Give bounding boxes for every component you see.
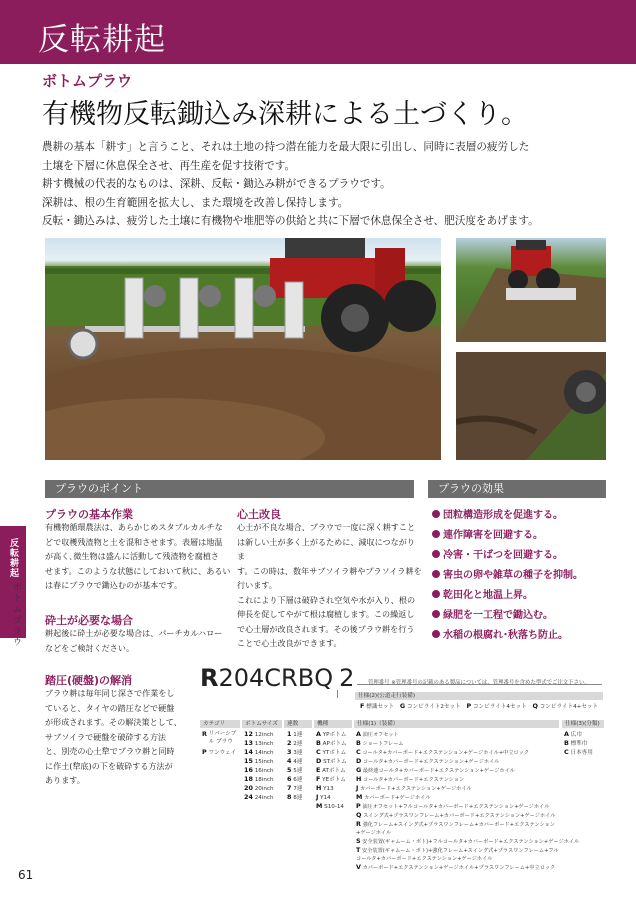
spec1-label: 最終連コールタ+カバーボード+エクステンション+ゲージホイル	[362, 768, 515, 774]
intro-line: 深耕は、根の生育範囲を拡大し、また環境を改善し保持します。	[42, 196, 349, 209]
count-label: 3連	[293, 750, 303, 756]
effect-text: 緑肥を一工程で鋤込む。	[443, 610, 553, 621]
spec1-label: コールタ+カバーボード+エクステンション	[363, 777, 465, 783]
point-line: が高く､微生物は盛んに活動して残渣物を腐植さ	[45, 551, 220, 561]
spec1-label: カバーボード+ゲージホイル	[364, 795, 431, 801]
count-list	[287, 730, 302, 802]
count-code: 7	[287, 784, 292, 792]
category-label: ワンウェイ	[208, 750, 237, 756]
spec2-label: 標識セット	[366, 704, 395, 710]
spec1-code: G	[356, 766, 362, 774]
spec2-code: P	[466, 702, 472, 710]
model-body: 204CRBQ	[218, 664, 334, 692]
spec1-code: V	[356, 863, 361, 871]
management-note: 管理番号 ※管理番号の記載のある製品については、管理番号を含めた型式でご注文下さい。	[368, 680, 590, 686]
effect-item	[432, 506, 563, 521]
page-number: 61	[18, 868, 34, 882]
col-header-model: 機種	[314, 720, 352, 728]
point-line: す。この時は、数年サブソイラ耕やプラソイラ耕を	[237, 565, 422, 576]
model-code: F	[316, 775, 321, 783]
count-label: 6連	[293, 777, 303, 783]
count-code: 5	[287, 766, 292, 774]
point-line: が形成されます。その解決策として、	[45, 717, 182, 727]
effect-item	[432, 606, 553, 621]
model-code: J	[316, 793, 319, 801]
model-code: E	[316, 766, 321, 774]
size-code: 14	[244, 748, 253, 756]
spec1-code: T	[356, 846, 361, 854]
spec1-code: P	[356, 802, 361, 810]
bullet-icon	[432, 590, 440, 598]
point-text	[45, 626, 235, 655]
spec2-label: コンビライト4+セット	[539, 704, 599, 710]
model-label: YEボトム	[322, 777, 346, 783]
point-line: に作土(犂底)の下を破砕する方法が	[45, 760, 173, 771]
model-suffix: 2	[339, 664, 355, 692]
spec1-code: J	[356, 784, 359, 792]
point-text	[237, 520, 422, 651]
spec1-label: カバーボード+エクステンション+ゲージホイル	[360, 786, 472, 792]
spec2-code: F	[360, 702, 365, 710]
point-line: サブソイラで硬盤を破砕する方法	[45, 731, 167, 742]
size-label: 20inch	[254, 786, 274, 792]
category-label: リバーシブル プラウ	[208, 731, 237, 745]
point-line: プラウ耕は毎年同じ深さで作業をし	[45, 688, 175, 698]
model-label: Y14	[320, 795, 331, 801]
count-label: 4連	[293, 759, 303, 765]
model-label: Y13	[323, 786, 334, 792]
spec1-label: 強化フレーム+スイング式+プラスワンフレーム+カバーボード+エクステンション+ゲージホイル	[356, 822, 555, 836]
model-code: H	[316, 784, 322, 792]
bullet-icon	[432, 630, 440, 638]
point-line: は春にプラウで鋤込むのが基本です。	[45, 580, 182, 590]
effect-item	[432, 546, 563, 561]
size-code: 13	[244, 739, 253, 747]
model-label: YPボトム	[322, 732, 347, 738]
size-label: 12inch	[254, 732, 274, 738]
size-code: 12	[244, 730, 253, 738]
tractor-plough-photo	[45, 238, 441, 460]
plough-soil-illustration	[456, 352, 606, 460]
spec2-options	[360, 702, 598, 711]
point-line: 行います。	[237, 580, 277, 590]
effect-text: 連作障害を回避する。	[443, 530, 543, 541]
subtitle: ボトムプラウ	[42, 72, 133, 90]
point-line: 耕起後に砕土が必要な場合は、パーチカルハロー	[45, 628, 223, 638]
spec3-label: 広巾	[570, 732, 582, 738]
model-label: S10-14	[324, 804, 344, 810]
size-code: 20	[244, 784, 253, 792]
spec3-code: A	[564, 730, 569, 738]
model-code: D	[316, 757, 322, 765]
point-line: どで収穫残渣物と土を混和させます。表層は地温	[45, 536, 223, 547]
count-label: 2連	[293, 741, 303, 747]
page-title: 反転耕起	[38, 22, 166, 58]
tractor-field-illustration	[456, 238, 606, 342]
model-label: STボトム	[323, 759, 347, 765]
spec2-code: Q	[532, 702, 538, 710]
spec1-code: C	[356, 748, 361, 756]
point-title: 心土改良	[237, 508, 281, 521]
side-category-label: ボトムプラウ	[11, 582, 21, 648]
point-title: 砕土が必要な場合	[45, 614, 133, 627]
spec1-label: 油圧オフセット+フルコールタ+カバーボード+エクステンション+ゲージホイル	[362, 804, 550, 810]
spec1-code: Q	[356, 811, 362, 819]
intro-text	[42, 138, 602, 231]
count-label: 7連	[293, 786, 303, 792]
category-list	[202, 730, 237, 757]
point-line: と、別売の心土犂でプラウ耕と同時	[45, 746, 175, 756]
point-line: ことで心土改良ができます。	[237, 638, 342, 648]
spec3-list	[564, 730, 593, 757]
point-title: 踏圧(硬盤)の解消	[45, 674, 133, 687]
col-header-spec3: 仕様(3)(分類)	[562, 720, 604, 728]
side-tab-label: 反転耕起	[8, 538, 18, 578]
intro-line: 耕す機械の代表的なものは、深耕、反転・鋤込み耕ができるプラウです。	[42, 178, 391, 191]
spec1-code: H	[356, 775, 362, 783]
spec1-label: コールタ+カバーボード+エクステンション+ゲージホイル+中立ロック	[362, 750, 530, 756]
effect-item	[432, 586, 533, 601]
model-code: M	[316, 802, 323, 810]
point-line: あります。	[45, 775, 85, 785]
size-code: 24	[244, 793, 253, 801]
spec2-header: 仕様(2)(公道走行装備)	[355, 692, 603, 700]
spec2-label: コンビライト4セット	[472, 704, 527, 710]
spec1-code: M	[356, 793, 363, 801]
spec2-code: G	[399, 702, 406, 710]
point-line: 心土が不良な場合、プラウで一度に深く耕すこと	[237, 522, 416, 532]
headline: 有機物反転鋤込み深耕による土づくり。	[42, 99, 528, 130]
category-code: R	[202, 730, 207, 738]
spec1-label: 油圧オフセット	[362, 732, 399, 738]
spec1-code: D	[356, 757, 362, 765]
effect-text: 冷害・干ばつを回避する。	[443, 550, 563, 561]
header-bar	[0, 0, 636, 64]
intro-line: 土壌を下層に休息保全させ、再生産を促す技術です。	[42, 159, 296, 172]
effect-item	[432, 626, 568, 641]
count-code: 1	[287, 730, 292, 738]
spec1-label: コールタ+カバーボード+エクステンション+ゲージホイル	[362, 759, 500, 765]
effect-text: 水稲の根腐れ･秋落ち防止。	[443, 630, 568, 641]
model-list	[316, 730, 347, 811]
bullet-icon	[432, 570, 440, 578]
spec3-code: C	[564, 748, 569, 756]
spec1-label: カバーボード+エクステンション+ゲージホイル+プラスワンフレーム+中立ロック	[362, 865, 556, 871]
count-code: 8	[287, 793, 292, 801]
spec3-label: 日本専用	[570, 750, 593, 756]
spec1-code: B	[356, 739, 361, 747]
model-label: ATボトム	[322, 768, 346, 774]
count-label: 1連	[293, 732, 303, 738]
model-prefix: R	[200, 664, 219, 692]
bullet-icon	[432, 510, 440, 518]
point-line: これにより下層は破砕され空気や水が入り、根の	[237, 594, 416, 605]
point-line: 伸長を促してやがて根は腐植します。この繰返し	[237, 609, 415, 619]
col-header-count: 連数	[284, 720, 312, 728]
point-line: 有機物循環農法は、あらかじめスタブルカルチな	[45, 522, 223, 532]
point-line: で心土層が改良されます。その後プラウ耕を行う	[237, 623, 415, 634]
model-code	[200, 664, 354, 692]
intro-line: 反転・鋤込みは、疲労した土壌に有機物や堆肥等の供給と共に下層で休息保全させ、肥沃度をあげます。	[42, 215, 539, 228]
size-label: 16inch	[254, 768, 274, 774]
bullet-icon	[432, 610, 440, 618]
intro-line: 農耕の基本「耕す」と言うこと、それは土地の持つ潜在能力を最大限に引出し、同時に表層の疲労した	[42, 141, 530, 153]
spec1-label: スイング式+プラスワンフレーム+カバーボード+エクステンション+ゲージホイル	[363, 813, 556, 819]
point-line: ていると、タイヤの踏圧などで硬盤	[45, 702, 175, 713]
effect-item	[432, 526, 543, 541]
bullet-icon	[432, 550, 440, 558]
point-text	[45, 520, 235, 593]
size-code: 16	[244, 766, 253, 774]
spec3-label: 標準巾	[570, 741, 588, 747]
spec3-code: B	[564, 739, 569, 747]
effect-text: 害虫の卵や雑草の種子を抑制。	[443, 570, 583, 581]
size-list	[244, 730, 274, 802]
count-code: 6	[287, 775, 292, 783]
effect-item	[432, 566, 583, 581]
col-header-category: カテゴリ	[200, 720, 240, 728]
size-label: 13inch	[254, 741, 274, 747]
count-label: 8連	[293, 795, 303, 801]
size-label: 24inch	[254, 795, 274, 801]
bullet-icon	[432, 530, 440, 538]
tractor-plough-illustration	[45, 238, 441, 460]
spec1-code: R	[356, 820, 361, 828]
count-code: 4	[287, 757, 292, 765]
point-line: などをご検討ください。	[45, 642, 135, 653]
model-code: C	[316, 748, 321, 756]
count-code: 2	[287, 739, 292, 747]
count-code: 3	[287, 748, 292, 756]
spec1-label: 安全装置(ギャムーム・ボト)+強化フレーム+スイング式+プラスワンフレーム+フルコールタ+カバーボード+エクステンション+ゲージホイル	[356, 848, 559, 862]
category-code: P	[202, 748, 207, 756]
effect-text: 団粒構造形成を促進する。	[443, 510, 563, 521]
model-label: APボトム	[322, 741, 347, 747]
section-header-points: プラウのポイント	[45, 480, 414, 498]
point-text	[45, 686, 195, 788]
size-label: 18inch	[254, 777, 274, 783]
size-code: 15	[244, 757, 253, 765]
point-title: プラウの基本作業	[45, 508, 133, 521]
leader-line	[337, 690, 338, 698]
section-header-effects: プラウの効果	[428, 480, 606, 498]
model-label: YTボトム	[322, 750, 347, 756]
model-code: A	[316, 730, 321, 738]
spec1-label: 安全装置(ギャムーム・ボト)+フルコールタ+カバーボード+エクステンション+ゲージホイル	[362, 839, 580, 845]
col-header-spec1: 仕様(1)（装備）	[354, 720, 559, 728]
plough-soil-photo	[456, 352, 606, 460]
spec1-label: ショートフレーム	[362, 741, 404, 747]
size-label: 14inch	[254, 750, 274, 756]
effect-text: 乾田化と地温上昇。	[443, 590, 533, 601]
size-label: 15inch	[254, 759, 274, 765]
spec2-label: コンビライト2セット	[406, 704, 461, 710]
point-line: せます。このような状態にしておいて秋に、あるい	[45, 565, 231, 576]
col-header-size: ボトムサイズ	[242, 720, 282, 728]
point-line: は新しい土が多く上がるために、減収につながりま	[237, 536, 415, 561]
count-label: 5連	[293, 768, 303, 774]
tractor-field-photo	[456, 238, 606, 342]
spec1-code: S	[356, 837, 361, 845]
spec1-code: A	[356, 730, 361, 738]
model-code: B	[316, 739, 321, 747]
size-code: 18	[244, 775, 253, 783]
